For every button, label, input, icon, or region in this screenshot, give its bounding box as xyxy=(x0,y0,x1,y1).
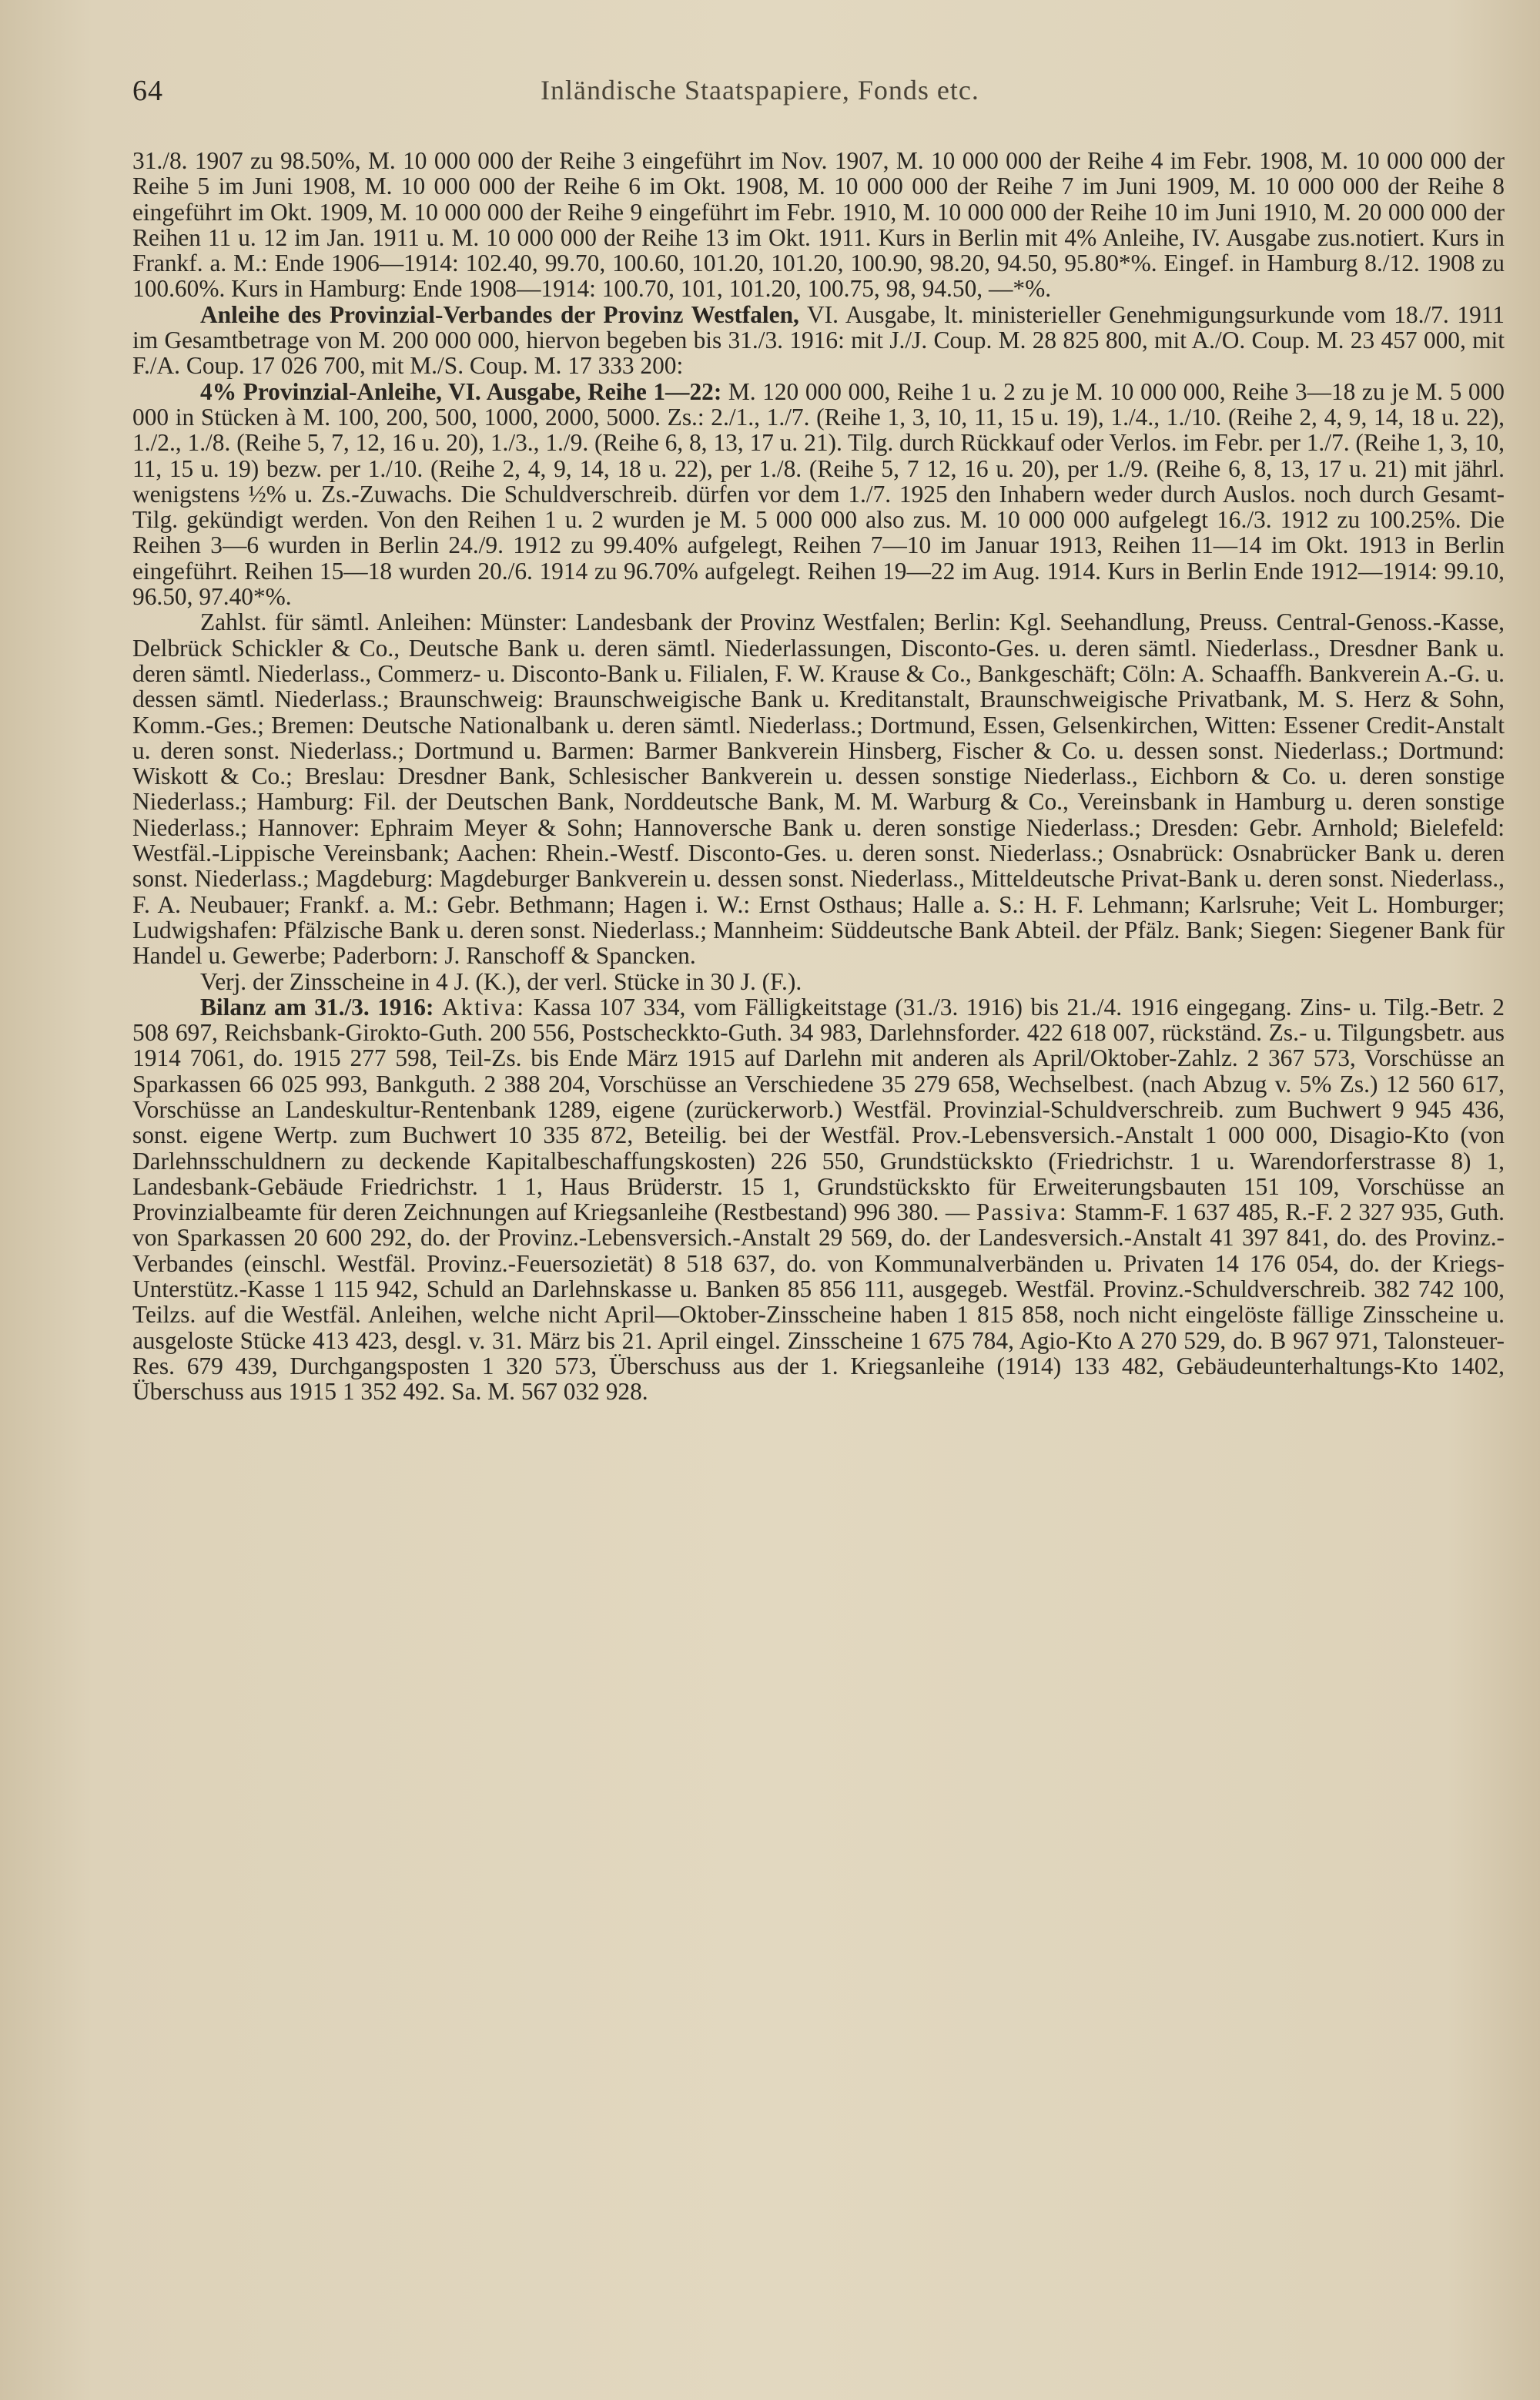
page-number: 64 xyxy=(132,75,163,107)
paragraph-verjaehrung: Verj. der Zinsscheine in 4 J. (K.), der verl. Stücke in 30 J. (F.). xyxy=(200,967,802,995)
page-header xyxy=(132,74,1511,120)
running-title: Inländische Staatspapiere, Fonds etc. xyxy=(541,75,979,106)
passiva-label: Passiva: xyxy=(976,1198,1068,1226)
section-heading: 4% Provinzial-Anleihe, VI. Ausgabe, Reihe 1—22: xyxy=(200,377,722,405)
section-heading: Bilanz am 31./3. 1916: xyxy=(200,993,434,1021)
passiva-text: Stamm-F. 1 637 485, R.-F. 2 327 935, Guth. von Sparkassen 20 600 292, do. der Provinz.-Lebensversich.-Anstalt 29 569, do. der Landesversich.-Anstalt 41 397 841, do. des Provinz.-Verbandes (einschl. Westfäl. Provinz.-Feuersozietät) 8 518 637, do. von Kommunalverbänden u. Privaten 14 176 054, do. der Kriegs-Unterstütz.-Kasse 1 115 942, Schuld an Darlehnskasse u. Banken 85 856 111, ausgegeb. Westfäl. Provinz.-Schuldverschreib. 382 742 100, Teilzs. auf die Westfäl. Anleihen, welche nicht April—Oktober-Zinsscheine haben 1 815 858, noch nicht eingelöste fällige Zinsscheine u. ausgeloste Stücke 413 423, desgl. v. 31. März bis 21. April eingel. Zinsscheine 1 675 784, Agio-Kto A 270 529, do. B 967 971, Talonsteuer-Res. 679 439, Durchgangsposten 1 320 573, Überschuss aus der 1. Kriegsanleihe (1914) 133 482, Gebäudeunterhaltungs-Kto 1402, Überschuss aus 1915 1 352 492. Sa. M. 567 032 928. xyxy=(132,1198,1505,1406)
paragraph-westfalen-anleihe xyxy=(132,302,1505,379)
aktiva-text: Kassa 107 334, vom Fälligkeitstage (31./3. 1916) bis 21./4. 1916 eingegang. Zins- u. Tilg.-Betr. 2 508 697, Reichsbank-Girokto-Guth. 200 556, Postscheckkto-Guth. 34 983, Darlehnsforder. 422 618 007, rückständ. Zs.- u. Tilgungsbetr. aus 1914 7061, do. 1915 277 598, Teil-Zs. bis Ende März 1915 auf Darlehn mit anderen als April/Oktober-Zahlz. 2 367 573, Vorschüsse an Sparkassen 66 025 993, Bankguth. 2 388 204, Vorschüsse an Verschiedene 35 279 658, Wechselbest. (nach Abzug v. 5% Zs.) 12 560 617, Vorschüsse an Landeskultur-Rentenbank 1289, eigene (zurückerworb.) Westfäl. Provinzial-Schuldverschreib. zum Buchwert 9 945 436, sonst. eigene Wertp. zum Buchwert 10 335 872, Beteilig. bei der Westfäl. Prov.-Lebensversich.-Anstalt 1 000 000, Disagio-Kto (von Darlehnsschuldnern zu deckende Kapitalbeschaffungskosten) 226 550, Grundstückskto (Friedrichstr. 1 u. Warendorferstrasse 8) 1, Landesbank-Gebäude Friedrichstr. 1 1, Haus Brüderstr. 15 1, Grundstückskto für Erweiterungsbauten 151 109, Vorschüsse an Provinzialbeamte für deren Zeichnungen auf Kriegsanleihe (Restbestand) 996 380. — xyxy=(132,993,1505,1226)
paragraph-text: M. 120 000 000, Reihe 1 u. 2 zu je M. 10 000 000, Reihe 3—18 zu je M. 5 000 000 in Stücken à M. 100, 200, 500, 1000, 2000, 5000. Zs.: 2./1., 1./7. (Reihe 1, 3, 10, 11, 15 u. 19), 1./4., 1./10. (Reihe 2, 4, 9, 14, 18 u. 22), 1./2., 1./8. (Reihe 5, 7, 12, 16 u. 20), 1./3., 1./9. (Reihe 6, 8, 13, 17 u. 21). Tilg. durch Rückkauf oder Verlos. im Febr. per 1./7. (Reihe 1, 3, 10, 11, 15 u. 19) bezw. per 1./10. (Reihe 2, 4, 9, 14, 18 u. 22), per 1./8. (Reihe 5, 7 12, 16 u. 20), per 1./9. (Reihe 6, 8, 13, 17 u. 21) mit jährl. wenigstens ½% u. Zs.-Zuwachs. Die Schuldverschreib. dürfen vor dem 1./7. 1925 den Inhabern weder durch Auslos. noch durch Gesamt-Tilg. gekündigt werden. Von den Reihen 1 u. 2 wurden je M. 5 000 000 also zus. M. 10 000 000 aufgelegt 16./3. 1912 zu 100.25%. Die Reihen 3—6 wurden in Berlin 24./9. 1912 zu 99.40% aufgelegt, Reihen 7—10 im Januar 1913, Reihen 11—14 im Okt. 1913 in Berlin eingeführt. Reihen 15—18 wurden 20./6. 1914 zu 96.70% aufgelegt. Reihen 19—22 im Aug. 1914. Kurs in Berlin Ende 1912—1914: 99.10, 96.50, 97.40*%. xyxy=(132,377,1505,611)
paragraph-bilanz xyxy=(132,994,1505,1405)
section-heading: Anleihe des Provinzial-Verbandes der Provinz Westfalen, xyxy=(200,300,799,328)
paragraph-continuation: 31./8. 1907 zu 98.50%, M. 10 000 000 der Reihe 3 eingeführt im Nov. 1907, M. 10 000 000 der Reihe 4 im Febr. 1908, M. 10 000 000 der Reihe 5 im Juni 1908, M. 10 000 000 der Reihe 6 im Okt. 1908, M. 10 000 000 der Reihe 7 im Juni 1909, M. 10 000 000 der Reihe 8 eingeführt im Okt. 1909, M. 10 000 000 der Reihe 9 eingeführt im Febr. 1910, M. 10 000 000 der Reihe 10 im Juni 1910, M. 20 000 000 der Reihen 11 u. 12 im Jan. 1911 u. M. 10 000 000 der Reihe 13 im Okt. 1911. Kurs in Berlin mit 4% Anleihe, IV. Ausgabe zus.notiert. Kurs in Frankf. a. M.: Ende 1906—1914: 102.40, 99.70, 100.60, 101.20, 101.20, 100.90, 98.20, 94.50, 95.80*%. Eingef. in Hamburg 8./12. 1908 zu 100.60%. Kurs in Hamburg: Ende 1908—1914: 100.70, 101, 101.20, 100.75, 98, 94.50, —*%. xyxy=(132,147,1505,303)
paragraph-provinzial-anleihe xyxy=(132,379,1505,610)
paragraph-text: VI. Ausgabe, lt. ministerieller Genehmigungsurkunde vom 18./7. 1911 im Gesamtbetrage von M. 200 000 000, hiervon begeben bis 31./3. 1916: mit J./J. Coup. M. 28 825 800, mit A./O. Coup. M. 23 457 000, mit F./A. Coup. 17 026 700, mit M./S. Coup. M. 17 333 200: xyxy=(132,300,1505,380)
paragraph-zahlstellen: Zahlst. für sämtl. Anleihen: Münster: Landesbank der Provinz Westfalen; Berlin: Kgl. Seehandlung, Preuss. Central-Genoss.-Kasse, Delbrück Schickler & Co., Deutsche Bank u. deren sämtl. Niederlassungen, Disconto-Ges. u. deren sämtl. Niederlass., Dresdner Bank u. deren sämtl. Niederlass., Commerz- u. Disconto-Bank u. Filialen, F. W. Krause & Co., Bankgeschäft; Cöln: A. Schaaffh. Bankverein A.-G. u. dessen sämtl. Niederlass.; Braunschweig: Braunschweigische Bank u. Kreditanstalt, Braunschweigische Privatbank, M. S. Herz & Sohn, Komm.-Ges.; Bremen: Deutsche Nationalbank u. deren sämtl. Niederlass.; Dortmund, Essen, Gelsenkirchen, Witten: Essener Credit-Anstalt u. deren sonst. Niederlass.; Dortmund u. Barmen: Barmer Bankverein Hinsberg, Fischer & Co. u. dessen sonst. Niederlass.; Dortmund: Wiskott & Co.; Breslau: Dresdner Bank, Schlesischer Bankverein u. dessen sonstige Niederlass., Eichborn & Co. u. deren sonstige Niederlass.; Hamburg: Fil. der Deutschen Bank, Norddeutsche Bank, M. M. Warburg & Co., Vereinsbank in Hamburg u. deren sonstige Niederlass.; Hannover: Ephraim Meyer & Sohn; Hannoversche Bank u. deren sonstige Niederlass.; Dresden: Gebr. Arnhold; Bielefeld: Westfäl.-Lippische Vereinsbank; Aachen: Rhein.-Westf. Disconto-Ges. u. deren sonst. Niederlass.; Osnabrück: Osnabrücker Bank u. deren sonst. Niederlass.; Magdeburg: Magdeburger Bankverein u. dessen sonst. Niederlass., Mitteldeutsche Privat-Bank u. deren sonst. Niederlass., F. A. Neubauer; Frankf. a. M.: Gebr. Bethmann; Hagen i. W.: Ernst Osthaus; Halle a. S.: H. F. Lehmann; Karlsruhe; Veit L. Homburger; Ludwigshafen: Pfälzische Bank u. deren sonst. Niederlass.; Mannheim: Süddeutsche Bank Abteil. der Pfälz. Bank; Siegen: Siegener Bank für Handel u. Gewerbe; Paderborn: J. Ranschoff & Spancken. xyxy=(132,608,1505,970)
document-body xyxy=(132,148,1505,1405)
aktiva-label: Aktiva: xyxy=(441,993,526,1021)
